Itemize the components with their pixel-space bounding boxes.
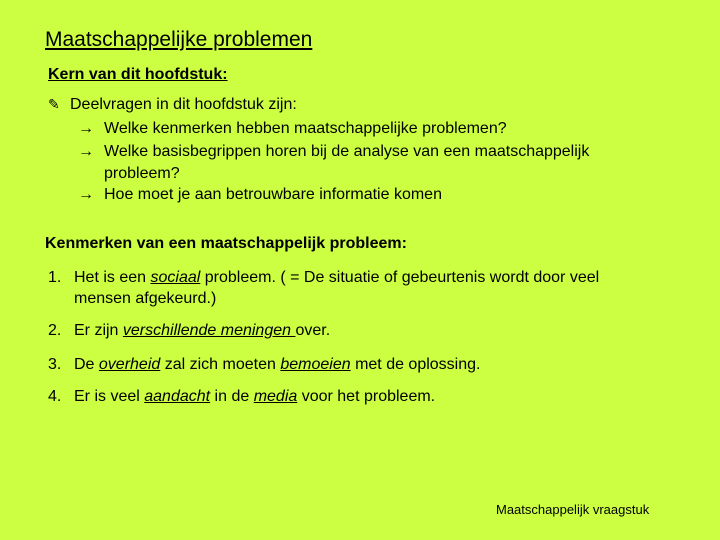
item-number: 4. xyxy=(48,388,62,405)
arrow-right-icon: → xyxy=(78,120,94,137)
item-text: voor het probleem. xyxy=(297,388,436,405)
list-item-continuation: mensen afgekeurd.) xyxy=(74,290,217,307)
list-item xyxy=(48,269,599,287)
item-text: Er zijn xyxy=(74,322,123,339)
pencil-icon: ✎ xyxy=(48,96,60,112)
arrow-right-icon: → xyxy=(78,143,94,160)
key-term: aandacht xyxy=(144,388,211,405)
key-term: verschillende meningen xyxy=(122,322,296,339)
key-term: media xyxy=(253,388,298,405)
item-number: 1. xyxy=(48,269,62,286)
question-text: Hoe moet je aan betrouwbare informatie komen xyxy=(104,186,442,203)
question-item xyxy=(78,143,589,161)
list-item xyxy=(48,322,330,340)
question-item xyxy=(78,186,442,204)
arrow-right-icon: → xyxy=(78,186,94,203)
item-text: zal zich moeten xyxy=(160,356,281,373)
item-text: over. xyxy=(295,322,331,339)
key-term: sociaal xyxy=(150,269,201,286)
item-text: Het is een xyxy=(74,269,151,286)
item-text: De xyxy=(74,356,99,373)
page-title: Maatschappelijke problemen xyxy=(45,28,313,51)
item-text: in de xyxy=(210,388,254,405)
questions-intro xyxy=(48,96,297,114)
characteristics-heading: Kenmerken van een maatschappelijk probleem: xyxy=(45,235,407,252)
item-text: met de oplossing. xyxy=(350,356,481,373)
question-text: Welke basisbegrippen horen bij de analyse van een maatschappelijk xyxy=(104,143,590,160)
footer-label: Maatschappelijk vraagstuk xyxy=(496,502,650,517)
list-item xyxy=(48,356,480,374)
item-number: 3. xyxy=(48,356,62,373)
key-term: bemoeien xyxy=(280,356,351,373)
question-item xyxy=(78,120,507,138)
question-text: Welke kenmerken hebben maatschappelijke problemen? xyxy=(104,120,507,137)
item-text: Er is veel xyxy=(74,388,145,405)
question-item-continuation: probleem? xyxy=(104,165,180,182)
item-text: probleem. ( = De situatie of gebeurtenis wordt door veel xyxy=(200,269,600,286)
list-item xyxy=(48,388,435,406)
key-term: overheid xyxy=(98,356,161,373)
chapter-core-heading: Kern van dit hoofdstuk: xyxy=(48,66,228,83)
item-number: 2. xyxy=(48,322,62,339)
questions-intro-text: Deelvragen in dit hoofdstuk zijn: xyxy=(70,96,297,113)
